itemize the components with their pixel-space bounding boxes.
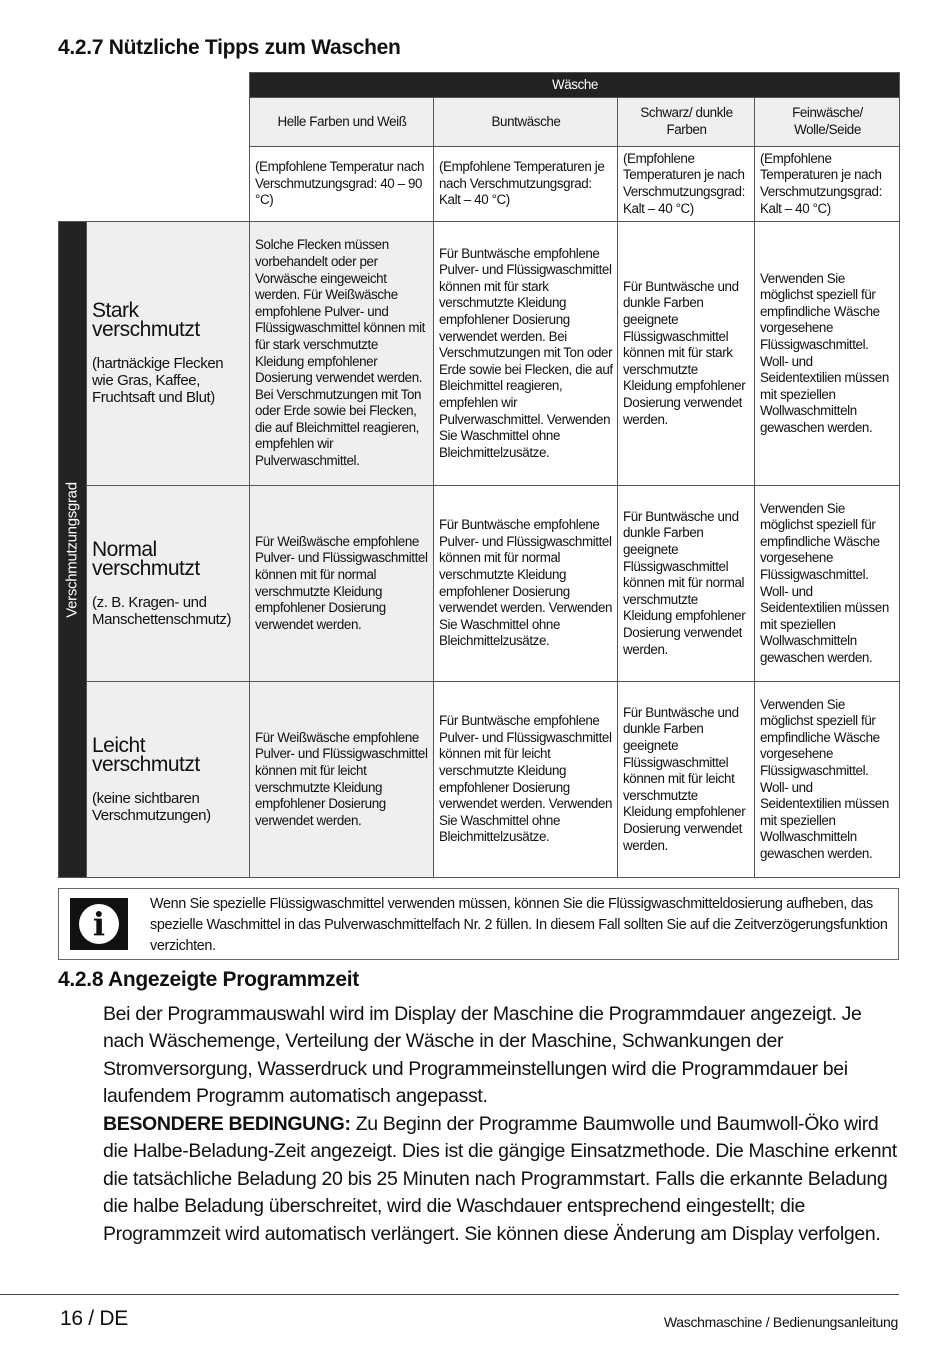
- row-title: Normal verschmutzt: [92, 537, 200, 580]
- washing-tips-table: [58, 72, 900, 878]
- row-header: [87, 222, 250, 486]
- column-temperature-note: (Empfohlene Temperaturen je nach Verschmutzungsgrad: Kalt – 40 °C): [434, 147, 618, 222]
- table-cell: Solche Flecken müssen vorbehandelt oder per Vorwäsche eingeweicht werden. Für Weißwäsche empfohlene Pulver- und Flüssigwaschmittel können mit für stark verschmutzte Kleidung empfohlener Dosierung verwendet werden. Bei Verschmutzungen mit Ton oder Erde sowie bei Flecken, die auf Bleichmittel reagieren, empfehlen wir Pulverwaschmittel.: [250, 222, 434, 486]
- paragraph-program-time: Bei der Programmauswahl wird im Display der Maschine die Programmdauer angezeigt. Je nach Wäschemenge, Verteilung der Wäsche in der Maschine, Schwankungen der Stromversorgung, Wasserdruck und Programmeinstellungen wird die Programmdauer bei laufendem Programm automatisch angepasst.: [103, 1003, 862, 1108]
- row-header: [87, 486, 250, 682]
- row-subtitle: (hartnäckige Flecken wie Gras, Kaffee, Fruchtsaft und Blut): [92, 355, 224, 406]
- group-header-waesche: Wäsche: [250, 73, 900, 98]
- table-row-normal: [59, 486, 900, 682]
- table-corner-blank: [59, 98, 250, 147]
- row-title: Leicht verschmutzt: [92, 733, 200, 776]
- column-header: Feinwäsche/ Wolle/Seide: [755, 98, 900, 147]
- table-cell: Für Buntwäsche empfohlene Pulver- und Flüssigwaschmittel können mit für stark verschmutzte Kleidung empfohlener Dosierung verwendet werden. Bei Verschmutzungen mit Ton oder Erde sowie bei Flecken, die auf Bleichmittel reagieren, empfehlen wir Pulverwaschmittel. Verwenden Sie Waschmittel ohne Bleichmittelzusätze.: [434, 222, 618, 486]
- vertical-label: Verschmutzungsgrad: [63, 481, 81, 618]
- section-heading-tips: 4.2.7 Nützliche Tipps zum Waschen: [58, 36, 401, 59]
- table-row-leicht: [59, 682, 900, 878]
- table-cell: Für Buntwäsche und dunkle Farben geeignete Flüssigwaschmittel können mit für leicht verschmutzte Kleidung empfohlener Dosierung verwendet werden.: [618, 682, 755, 878]
- table-cell: Für Buntwäsche empfohlene Pulver- und Flüssigwaschmittel können mit für leicht verschmutzte Kleidung empfohlener Dosierung verwendet werden. Verwenden Sie Waschmittel ohne Bleichmittelzusätze.: [434, 682, 618, 878]
- table-cell: Für Buntwäsche empfohlene Pulver- und Flüssigwaschmittel können mit für normal verschmutzte Kleidung empfohlener Dosierung verwendet werden. Verwenden Sie Waschmittel ohne Bleichmittelzusätze.: [434, 486, 618, 682]
- footer-divider: [0, 1294, 899, 1295]
- column-temperature-note: (Empfohlene Temperaturen je nach Verschmutzungsgrad: Kalt – 40 °C): [755, 147, 900, 222]
- info-box: [58, 888, 899, 960]
- table-cell: Für Weißwäsche empfohlene Pulver- und Flüssigwaschmittel können mit für leicht verschmutzte Kleidung empfohlener Dosierung verwendet werden.: [250, 682, 434, 878]
- row-header: [87, 682, 250, 878]
- table-cell: Für Buntwäsche und dunkle Farben geeignete Flüssigwaschmittel können mit für normal verschmutzte Kleidung empfohlener Dosierung verwendet werden.: [618, 486, 755, 682]
- row-subtitle: (z. B. Kragen- und Manschettenschmutz): [92, 593, 232, 628]
- vertical-label-bar: [59, 222, 87, 878]
- row-subtitle: (keine sichtbaren Verschmutzungen): [92, 789, 211, 824]
- special-condition-label: BESONDERE BEDINGUNG:: [103, 1113, 351, 1135]
- table-cell: Für Buntwäsche und dunkle Farben geeignete Flüssigwaschmittel können mit für stark verschmutzte Kleidung empfohlener Dosierung verwendet werden.: [618, 222, 755, 486]
- info-icon: i: [70, 898, 128, 950]
- column-temperature-note: (Empfohlene Temperatur nach Verschmutzungsgrad: 40 – 90 °C): [250, 147, 434, 222]
- document-title: Waschmaschine / Bedienungsanleitung: [663, 1314, 898, 1330]
- table-cell: Verwenden Sie möglichst speziell für empfindliche Wäsche vorgesehene Flüssigwaschmittel. Woll- und Seidentextilien müssen mit speziellen Wollwaschmitteln gewaschen werden.: [755, 222, 900, 486]
- table-cell: Verwenden Sie möglichst speziell für empfindliche Wäsche vorgesehene Flüssigwaschmittel. Woll- und Seidentextilien müssen mit speziellen Wollwaschmitteln gewaschen werden.: [755, 682, 900, 878]
- table-cell: Für Weißwäsche empfohlene Pulver- und Flüssigwaschmittel können mit für normal verschmutzte Kleidung empfohlener Dosierung verwendet werden.: [250, 486, 434, 682]
- info-text: Wenn Sie spezielle Flüssigwaschmittel verwenden müssen, können Sie die Flüssigwaschmitteldosierung aufheben, das spezielle Waschmittel in das Pulverwaschmittelfach Nr. 2 füllen. In diesem Fall sollten Sie auf die Zeitverzögerungsfunktion verzichten.: [150, 896, 888, 954]
- column-temperature-note: (Empfohlene Temperaturen je nach Verschmutzungsgrad: Kalt – 40 °C): [618, 147, 755, 222]
- column-header: Schwarz/ dunkle Farben: [618, 98, 755, 147]
- table-cell: Verwenden Sie möglichst speziell für empfindliche Wäsche vorgesehene Flüssigwaschmittel. Woll- und Seidentextilien müssen mit speziellen Wollwaschmitteln gewaschen werden.: [755, 486, 900, 682]
- section-heading-program-time: 4.2.8 Angezeigte Programmzeit: [58, 968, 359, 991]
- column-header: Buntwäsche: [434, 98, 618, 147]
- column-header: Helle Farben und Weiß: [250, 98, 434, 147]
- table-corner-blank: [59, 73, 250, 98]
- table-corner-blank: [59, 147, 250, 222]
- paragraph-special-condition: [103, 1111, 903, 1248]
- table-row-stark: [59, 222, 900, 486]
- special-condition-text: Zu Beginn der Programme Baumwolle und Baumwoll-Öko wird die Halbe-Beladung-Zeit angezeigt. Dies ist die gängige Einsatzmethode. Die Maschine erkennt die tatsächliche Beladung 20 bis 25 Minuten nach Programmstart. Falls die erkannte Beladung die halbe Beladung überschreitet, wird die Waschdauer entsprechend eingestellt; die Programmzeit wird automatisch verlängert. Sie können diese Änderung am Display verfolgen.: [103, 1113, 897, 1245]
- page-number: 16 / DE: [60, 1307, 128, 1330]
- row-title: Stark verschmutzt: [92, 299, 200, 341]
